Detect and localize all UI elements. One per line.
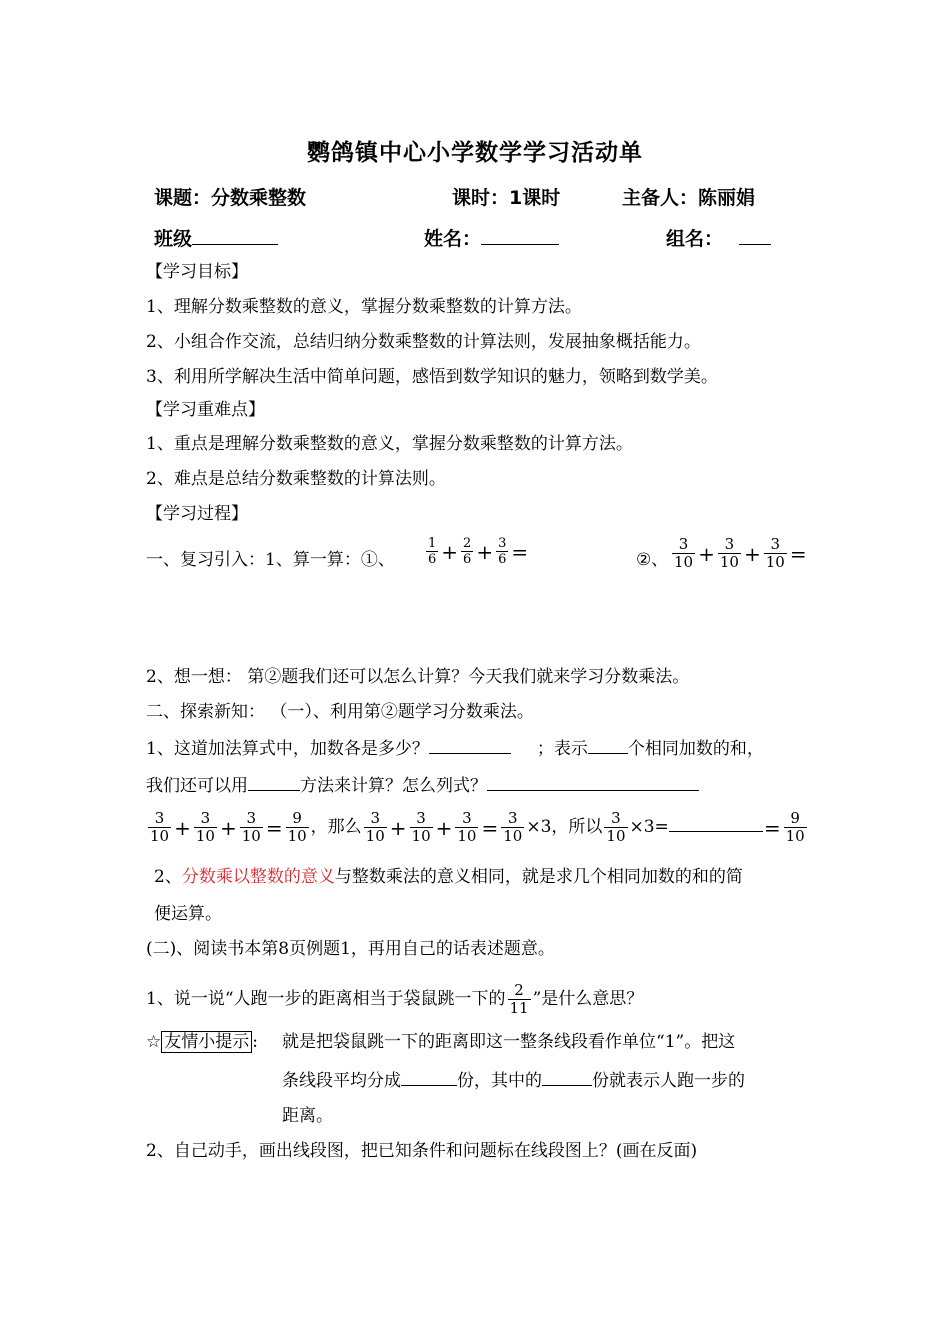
fraction: $\frac{3}{10}$: [719, 535, 739, 571]
sum-expression-2: $\frac{3}{10}$ + $\frac{3}{10}$ + $\frac{3}{10}$ =: [674, 535, 807, 571]
group-field: [666, 226, 771, 251]
tip-label: 友情小提示: [161, 1031, 252, 1053]
part-2-heading: (二)、阅读书本第8页例题1，再用自己的话表述题意。: [146, 939, 555, 959]
addend-blank[interactable]: [429, 735, 511, 754]
fraction: $\frac{3}{6}$: [498, 536, 507, 567]
fraction: $\frac{3}{10}$: [365, 809, 385, 845]
sum-expression-1: $\frac{1}{6}$ + $\frac{2}{6}$ + $\frac{3}{6}$ =: [428, 536, 529, 567]
fraction: $\frac{9}{10}$: [785, 809, 805, 845]
fraction: $\frac{3}{10}$: [606, 809, 626, 845]
fraction: $\frac{1}{6}$: [428, 536, 437, 567]
parts-blank[interactable]: [401, 1067, 457, 1086]
draw-instruction: 2、自己动手，画出线段图，把已知条件和问题标在线段图上？(画在反面): [146, 1141, 698, 1161]
class-field: [154, 226, 278, 251]
explore-line: 二、探索新知： （一）、利用第②题学习分数乘法。: [146, 702, 534, 722]
difficulty-item: 2、难点是总结分数乘整数的计算法则。: [146, 469, 446, 489]
question-2-line: 我们还可以用 方法来计算？怎么列式？: [146, 772, 699, 798]
goal-item: 2、小组合作交流，总结归纳分数乘整数的计算法则，发展抽象概括能力。: [146, 332, 701, 352]
fraction: $\frac{3}{10}$: [411, 809, 431, 845]
group-blank[interactable]: [739, 226, 771, 245]
group-label: 组名：: [666, 228, 724, 250]
difficulty-item: 1、重点是理解分数乘整数的意义，掌握分数乘整数的计算方法。: [146, 434, 633, 454]
topic-label: 课题：分数乘整数: [154, 187, 307, 209]
period-label: 课时：1课时: [452, 187, 561, 209]
tip-text-3: 距离。: [282, 1106, 333, 1126]
difficulties-heading: 【学习重难点】: [146, 400, 265, 420]
multiplication-equation: $\frac{3}{10}$ + $\frac{3}{10}$ + $\frac{3}{10}$ = $\frac{9}{10}$ ，那么 $\frac{3}{10}$ + $\frac{3}{10}$ + $\frac{3}{10}$ = $\frac{3}{10}$ ×3，所以 $\frac{3}{10}$ ×3= = $\frac{9}{10}$: [150, 809, 805, 845]
tip-text-2: 条线段平均分成 份，其中的 份就表示人跑一步的: [282, 1067, 745, 1093]
star-icon: ☆: [146, 1032, 162, 1052]
result-blank[interactable]: [669, 813, 763, 832]
portion-blank[interactable]: [542, 1067, 592, 1086]
method-blank[interactable]: [248, 772, 300, 791]
fraction: $\frac{9}{10}$: [287, 809, 307, 845]
page-title: 鹦鸽镇中心小学数学学习活动单: [307, 140, 643, 166]
author-label: 主备人：陈丽娟: [622, 187, 756, 209]
expression-blank[interactable]: [487, 772, 699, 791]
question-1-line: 1、这道加法算式中，加数各是多少？ ；表示 个相同加数的和，: [146, 735, 764, 761]
think-line: 2、想一想： 第②题我们还可以怎么计算？今天我们就来学习分数乘法。: [146, 667, 690, 687]
fraction: $\frac{3}{10}$: [241, 809, 261, 845]
goals-heading: 【学习目标】: [146, 262, 248, 282]
name-label: 姓名：: [424, 228, 482, 250]
fraction: $\frac{3}{10}$: [674, 535, 694, 571]
fraction: $\frac{2}{6}$: [463, 536, 472, 567]
fraction: $\frac{2}{11}$: [509, 981, 529, 1017]
goal-item: 3、利用所学解决生活中简单问题，感悟到数学知识的魅力，领略到数学美。: [146, 367, 718, 387]
fraction: $\frac{3}{10}$: [195, 809, 215, 845]
say-line: 1、说一说“人跑一步的距离相当于袋鼠跳一下的 $\frac{2}{11}$ ”是什么意思？: [146, 981, 644, 1017]
highlighted-term: 分数乘以整数的意义: [181, 867, 335, 887]
name-field: [424, 226, 559, 251]
count-blank[interactable]: [588, 735, 628, 754]
class-label: 班级: [154, 228, 193, 250]
name-blank[interactable]: [481, 226, 559, 245]
tip-text-1: 就是把袋鼠跳一下的距离即这一整条线段看作单位“1”。把这: [282, 1032, 736, 1052]
tip-line: ☆ 友情小提示 :: [146, 1032, 258, 1052]
review-label: 一、复习引入：1、算一算：①、: [146, 550, 395, 570]
meaning-line-cont: 便运算。: [154, 904, 222, 924]
process-heading: 【学习过程】: [146, 504, 248, 524]
fraction: $\frac{3}{10}$: [503, 809, 523, 845]
fraction: $\frac{3}{10}$: [457, 809, 477, 845]
fraction: $\frac{3}{10}$: [765, 535, 785, 571]
fraction: $\frac{3}{10}$: [150, 809, 170, 845]
meaning-line: 2、分数乘以整数的意义与整数乘法的意义相同，就是求几个相同加数的和的简: [154, 867, 743, 887]
second-label: ②、: [636, 550, 669, 570]
class-blank[interactable]: [192, 226, 278, 245]
goal-item: 1、理解分数乘整数的意义，掌握分数乘整数的计算方法。: [146, 297, 582, 317]
